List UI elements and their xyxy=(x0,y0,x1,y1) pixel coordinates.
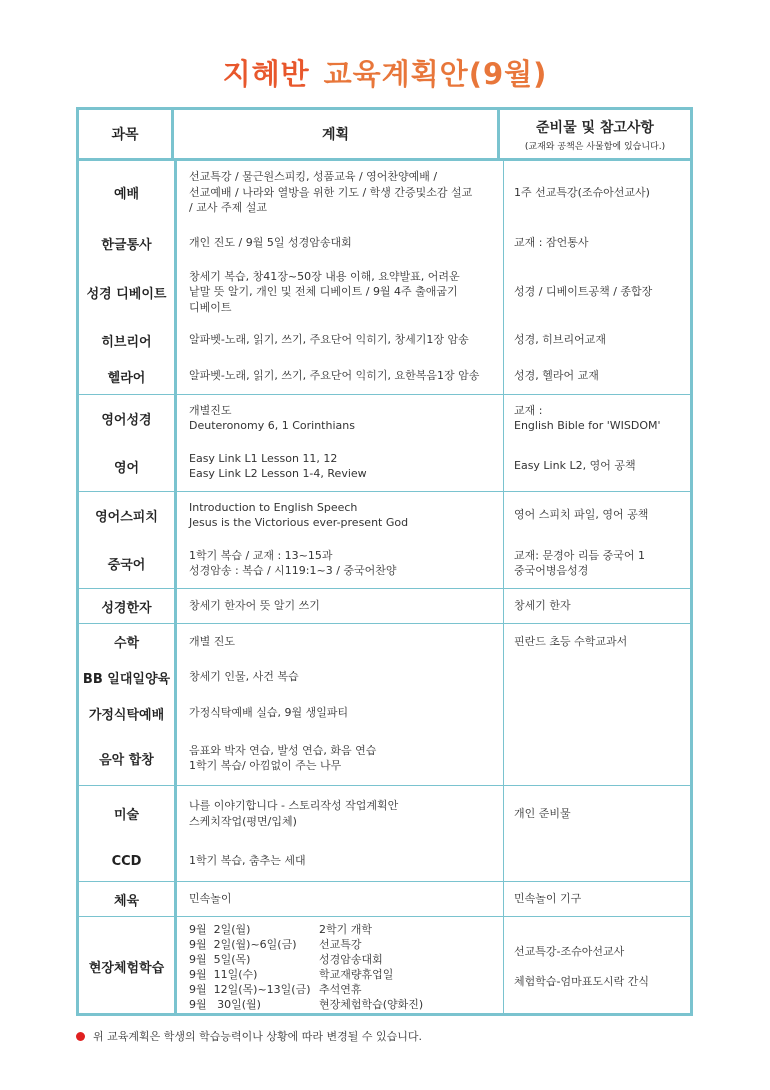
row-hebrew xyxy=(79,322,690,358)
plan-ccd: 1학기 복습, 춤추는 세대 xyxy=(189,854,306,868)
row-speech xyxy=(79,492,690,538)
prep-hanja: 창세기 한자 xyxy=(514,599,571,613)
subject-worship: 예배 xyxy=(113,187,140,202)
plan-hangul: 개인 진도 / 9월 5일 성경암송대회 xyxy=(189,236,352,250)
prep-pe: 민속놀이 기구 xyxy=(514,892,582,906)
header-plan: 계획 xyxy=(174,110,500,158)
group-hanja xyxy=(79,589,690,624)
row-pe xyxy=(79,882,690,916)
plan-hebrew: 알파벳-노래, 읽기, 쓰기, 주요단어 익히기, 창세기1장 암송 xyxy=(189,333,469,347)
row-bb xyxy=(79,659,690,695)
row-ccd xyxy=(79,841,690,881)
footer-note xyxy=(76,1028,422,1044)
header-prep-label: 준비물 및 참고사항 xyxy=(536,119,654,136)
prep-chinese: 교재: 문경아 리듬 중국어 1 중국어병음성경 xyxy=(514,548,645,577)
subject-eng-bible: 영어성경 xyxy=(101,412,152,428)
schedule-event: 선교특강 xyxy=(319,937,362,951)
plan-english: Easy Link L1 Lesson 11, 12 Easy Link L2 Lesson 1-4, Review xyxy=(189,451,367,480)
group-math-music xyxy=(79,624,690,786)
row-chinese xyxy=(79,538,690,588)
schedule-event: 성경암송대회 xyxy=(319,952,383,966)
subject-greek: 헬라어 xyxy=(107,370,146,386)
schedule-date: 9월 30일(월) xyxy=(189,997,261,1011)
plan-field xyxy=(189,917,499,1016)
plan-math: 개별 진도 xyxy=(189,634,236,648)
plan-bb: 창세기 인물, 사건 복습 xyxy=(189,670,299,684)
bullet-icon xyxy=(76,1032,85,1041)
schedule-event: 학교재량휴업일 xyxy=(319,967,394,981)
row-greek xyxy=(79,358,690,394)
subject-field: 현장체험학습 xyxy=(88,961,165,976)
subject-math: 수학 xyxy=(113,636,140,651)
header-subject: 과목 xyxy=(79,110,174,158)
title-class-name: 지혜반 xyxy=(222,57,310,91)
table-body xyxy=(79,161,690,1013)
prep-field-1: 선교특강-조슈아선교사 xyxy=(514,944,625,958)
plan-table xyxy=(76,107,693,1016)
prep-math: 핀란드 초등 수학교과서 xyxy=(514,634,628,648)
row-hanja xyxy=(79,589,690,623)
row-art xyxy=(79,786,690,841)
table-header xyxy=(79,110,690,161)
group-pe xyxy=(79,882,690,917)
schedule-date: 9월 5일(목) xyxy=(189,952,251,966)
plan-music: 음표와 박자 연습, 발성 연습, 화음 연습 1학기 복습/ 아낌없이 주는 나무 xyxy=(189,743,377,772)
plan-chinese: 1학기 복습 / 교재 : 13~15과 성경암송 : 복습 / 시119:1~3 / 중국어찬양 xyxy=(189,548,397,577)
prep-speech: 영어 스피치 파일, 영어 공책 xyxy=(514,508,649,522)
prep-hangul: 교재 : 잠언통사 xyxy=(514,236,589,250)
subject-art: 미술 xyxy=(113,808,140,823)
prep-english: Easy Link L2, 영어 공책 xyxy=(514,459,636,473)
group-english xyxy=(79,395,690,492)
plan-art: 나를 이야기합니다 - 스토리작성 작업계획안 스케치작업(평면/입체) xyxy=(189,799,399,828)
subject-family: 가정식탁예배 xyxy=(88,707,165,723)
plan-debate: 창세기 복습, 창41장~50장 내용 이해, 요약발표, 어려운 낱말 뜻 알기, 개인 및 전체 디베이트 / 9월 4주 출애굽기 디베이트 xyxy=(189,269,460,314)
prep-field xyxy=(514,917,692,1016)
group-field xyxy=(79,917,690,1016)
row-music xyxy=(79,731,690,785)
prep-art: 개인 준비물 xyxy=(514,806,571,820)
field-schedule xyxy=(189,922,423,1012)
row-math xyxy=(79,624,690,659)
subject-hanja: 성경한자 xyxy=(101,600,152,616)
group-speech-chinese xyxy=(79,492,690,589)
plan-speech: Introduction to English Speech Jesus is the Victorious ever-present God xyxy=(189,500,409,529)
schedule-date: 9월 2일(월)~6일(금) xyxy=(189,937,297,951)
subject-speech: 영어스피치 xyxy=(95,509,158,525)
prep-debate: 성경 / 디베이트공책 / 종합장 xyxy=(514,285,653,299)
subject-music: 음악 합창 xyxy=(99,752,154,768)
subject-bb: BB 일대일양육 xyxy=(82,671,171,687)
row-family xyxy=(79,695,690,731)
schedule-event: 현장체험학습(양화진) xyxy=(319,997,424,1011)
prep-worship: 1주 선교특강(조슈아선교사) xyxy=(514,185,650,199)
row-debate xyxy=(79,262,690,322)
prep-greek: 성경, 헬라어 교재 xyxy=(514,369,599,383)
group-bible-languages xyxy=(79,161,690,395)
plan-eng-bible: 개별진도 Deuteronomy 6, 1 Corinthians xyxy=(189,403,355,432)
header-prep xyxy=(500,110,690,158)
plan-worship: 선교특강 / 물근원스피킹, 성품교육 / 영어찬양예배 / 선교예배 / 나라와 열방을 위한 기도 / 학생 간증및소감 설교 / 교사 주제 설교 xyxy=(189,170,473,215)
prep-hebrew: 성경, 히브리어교재 xyxy=(514,333,607,347)
prep-eng-bible: 교재 : English Bible for 'WISDOM' xyxy=(514,403,661,432)
plan-hanja: 창세기 한자어 뜻 알기 쓰기 xyxy=(189,599,320,613)
plan-family: 가정식탁예배 실습, 9월 생일파티 xyxy=(189,706,349,720)
subject-english: 영어 xyxy=(113,460,140,476)
row-field xyxy=(79,917,690,1016)
schedule-date: 9월 12일(목)~13일(금) xyxy=(189,982,311,996)
subject-ccd: CCD xyxy=(111,853,142,869)
subject-chinese: 중국어 xyxy=(107,557,146,573)
subject-debate: 성경 디베이트 xyxy=(86,286,167,302)
subject-hebrew: 히브리어 xyxy=(101,334,152,350)
page-title xyxy=(0,52,770,93)
row-eng-bible xyxy=(79,395,690,441)
subject-pe: 체육 xyxy=(113,893,140,909)
schedule-event: 2학기 개학 xyxy=(319,922,372,936)
schedule-date: 9월 2일(월) xyxy=(189,922,251,936)
schedule-date: 9월 11일(수) xyxy=(189,967,258,981)
header-prep-note: (교재와 공책은 사물함에 있습니다.) xyxy=(524,141,666,152)
subject-hangul: 한글통사 xyxy=(101,237,152,253)
row-worship xyxy=(79,161,690,224)
footer-text: 위 교육계획은 학생의 학습능력이나 상황에 따라 변경될 수 있습니다. xyxy=(93,1030,422,1043)
row-hangul xyxy=(79,224,690,262)
schedule-event: 추석연휴 xyxy=(319,982,362,996)
group-art xyxy=(79,786,690,882)
title-plan-name: 교육계획안(9월) xyxy=(323,57,548,91)
plan-greek: 알파벳-노래, 읽기, 쓰기, 주요단어 익히기, 요한복음1장 암송 xyxy=(189,369,480,383)
prep-field-2: 체험학습-엄마표도시락 간식 xyxy=(514,975,649,988)
row-english xyxy=(79,441,690,491)
plan-pe: 민속놀이 xyxy=(189,892,232,906)
